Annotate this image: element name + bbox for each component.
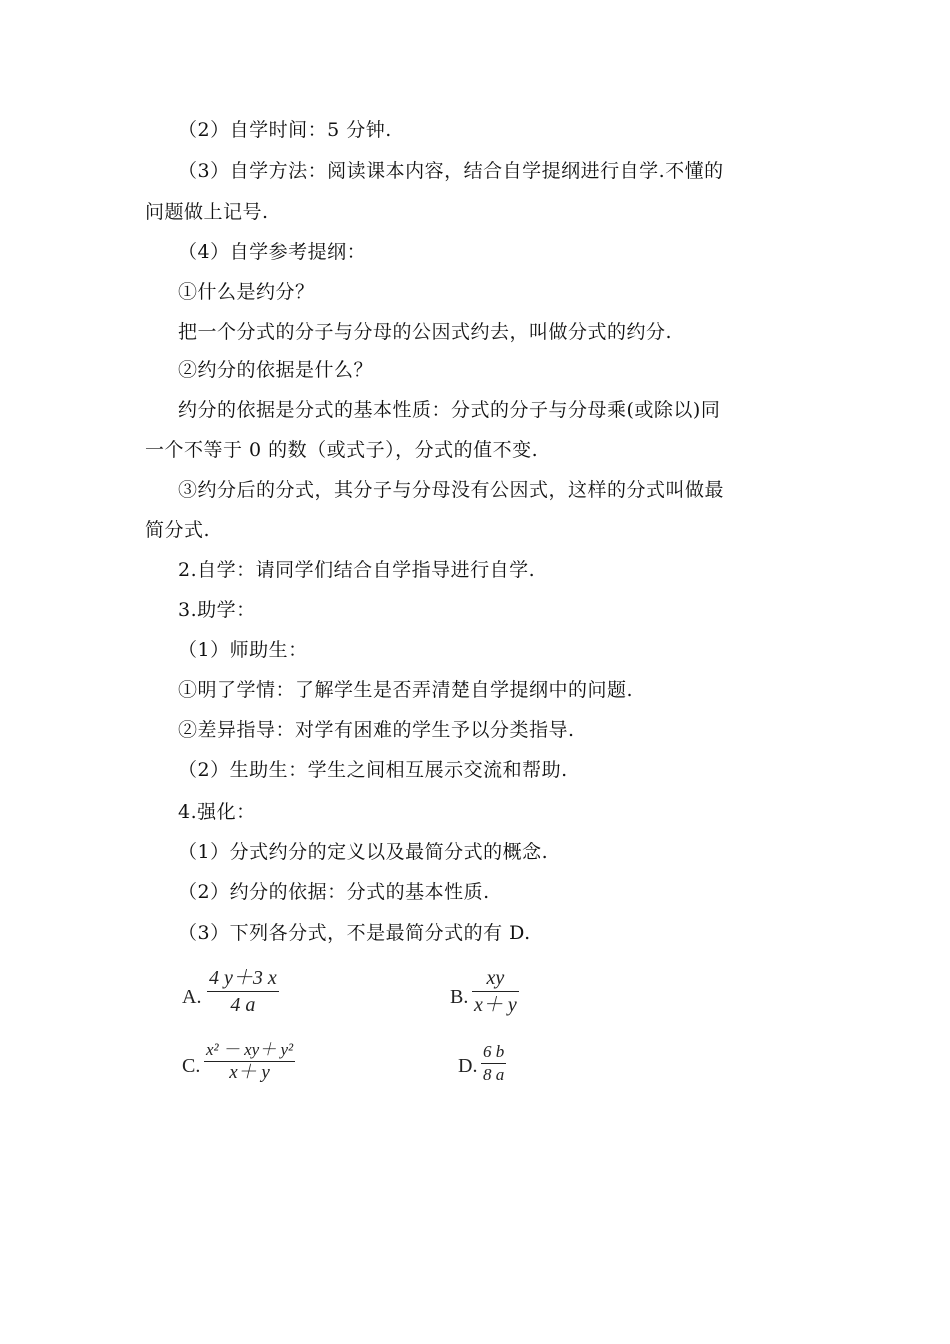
text-line: ①什么是约分？ — [178, 281, 315, 303]
text-line: ②约分的依据是什么？ — [178, 359, 374, 381]
option-label: A. — [182, 986, 202, 1008]
option-label: C. — [182, 1055, 201, 1077]
text-line: 3.助学： — [178, 599, 256, 621]
fraction-numerator: x² － xy＋ y² — [206, 1040, 294, 1059]
text-line: （1）分式约分的定义以及最简分式的概念. — [178, 841, 549, 863]
text-line: （2）约分的依据：分式的基本性质. — [178, 881, 490, 903]
text-line: 简分式. — [145, 519, 211, 541]
fraction-numerator: xy — [486, 967, 505, 989]
text-line: 2.自学：请同学们结合自学指导进行自学. — [178, 559, 536, 581]
text-line: （2）生助生：学生之间相互展示交流和帮助. — [178, 759, 568, 781]
text-line: ③约分后的分式，其分子与分母没有公因式，这样的分式叫做最 — [178, 479, 725, 501]
fraction-numerator: 4 y＋3 x — [209, 967, 277, 989]
option-label: D. — [458, 1055, 478, 1077]
text-line: 问题做上记号. — [145, 201, 269, 223]
text-line: （1）师助生： — [178, 639, 308, 661]
text-line: 一个不等于 0 的数（或式子），分式的值不变. — [145, 439, 539, 461]
text-line: 4.强化： — [178, 801, 256, 823]
fraction-bar — [207, 991, 279, 992]
text-line: ②差异指导：对学有困难的学生予以分类指导. — [178, 719, 575, 741]
option-label: B. — [450, 986, 469, 1008]
fraction — [207, 966, 279, 1017]
text-line: 约分的依据是分式的基本性质：分式的分子与分母乘(或除以)同 — [178, 399, 721, 421]
fraction — [204, 1040, 295, 1083]
fraction — [481, 1042, 506, 1085]
fraction-denominator: x＋ y — [229, 1062, 270, 1083]
fraction — [472, 966, 519, 1017]
fraction-bar — [481, 1063, 506, 1064]
text-line: （3）自学方法：阅读课本内容，结合自学提纲进行自学.不懂的 — [178, 160, 724, 182]
fraction-bar — [472, 991, 519, 992]
text-line: （2）自学时间：5 分钟. — [178, 119, 392, 141]
fraction-denominator: 4 a — [230, 994, 256, 1016]
fraction-denominator: x＋ y — [474, 994, 517, 1016]
fraction-numerator: 6 b — [483, 1042, 505, 1061]
text-line: （3）下列各分式，不是最简分式的有 D. — [178, 922, 531, 944]
text-line: （4）自学参考提纲： — [178, 241, 367, 263]
fraction-denominator: 8 a — [483, 1065, 505, 1084]
text-line: 把一个分式的分子与分母的公因式约去，叫做分式的约分. — [178, 321, 673, 343]
text-line: ①明了学情：了解学生是否弄清楚自学提纲中的问题. — [178, 679, 634, 701]
